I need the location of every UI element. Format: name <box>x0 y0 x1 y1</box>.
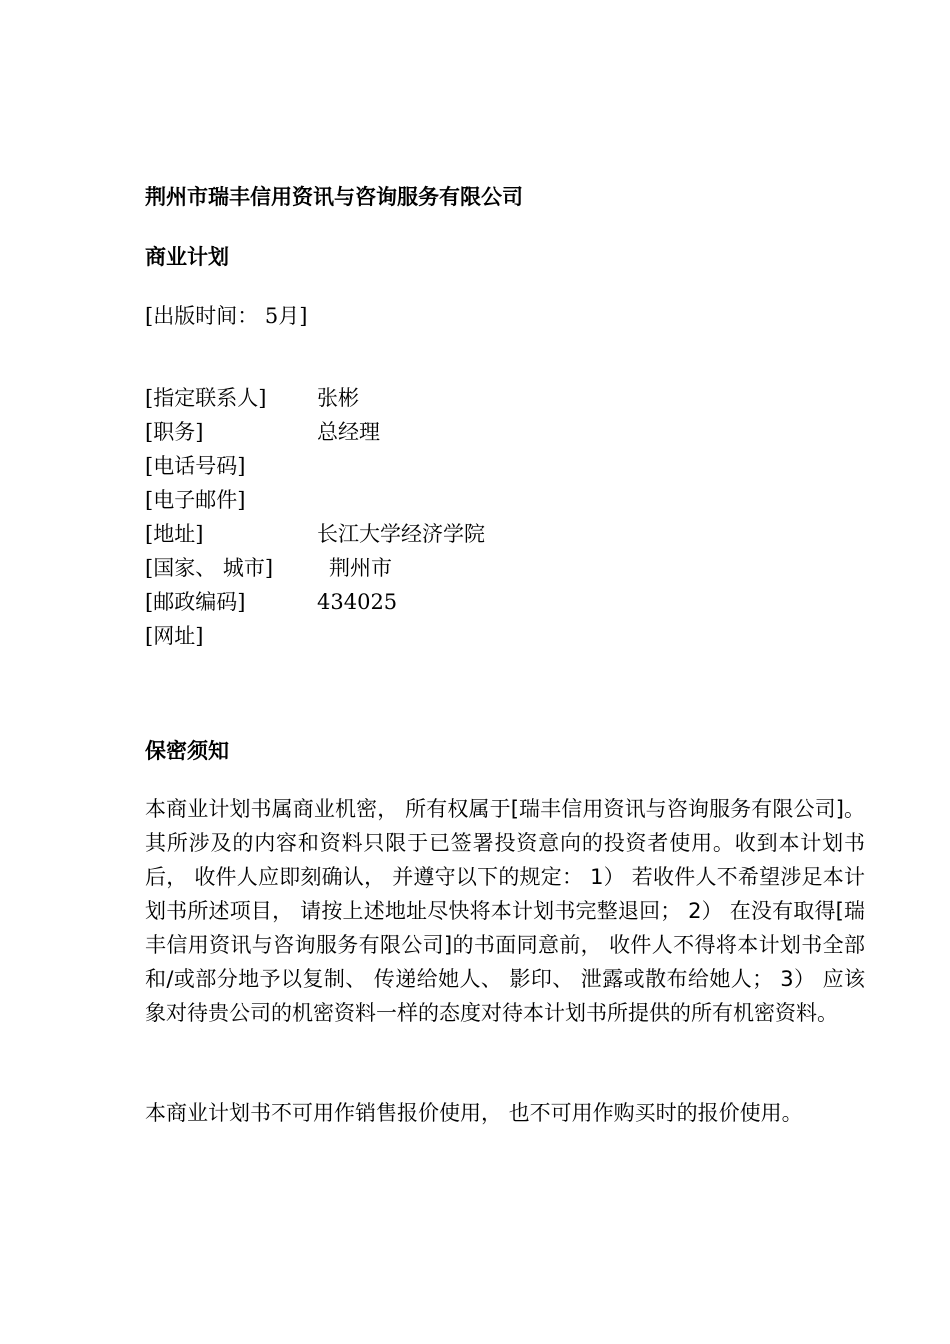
contact-info-block <box>145 384 845 656</box>
contact-value: 434025 <box>317 590 398 614</box>
document-title: 商业计划 <box>145 245 229 269</box>
contact-row-contact-person <box>145 384 845 418</box>
publish-time: [出版时间： 5月] <box>145 304 308 328</box>
contact-value: 长江大学经济学院 <box>317 522 485 546</box>
contact-label: [地址] <box>145 522 204 546</box>
confidentiality-paragraph: 本商业计划书属商业机密， 所有权属于[瑞丰信用资讯与咨询服务有限公司]。其所涉及的内容和资料只限于已签署投资意向的投资者使用。收到本计划书后， 收件人应即刻确认， 并遵守以下的规定： 1） 若收件人不希望涉足本计划书所述项目， 请按上述地址尽快将本计划书完整退回； 2） 在没有取得[瑞丰信用资讯与咨询服务有限公司]的书面同意前， 收件人不得将本计划书全部和/或部分地予以复制、 传递给她人、 影印、 泄露或散布给她人； 3） 应该象对待贵公司的机密资料一样的态度对待本计划书所提供的所有机密资料。 <box>145 797 865 1025</box>
contact-row-website <box>145 622 845 656</box>
contact-row-phone <box>145 452 845 486</box>
contact-row-address <box>145 520 845 554</box>
contact-label: [邮政编码] <box>145 590 246 614</box>
contact-value: 总经理 <box>317 420 380 444</box>
contact-row-postal-code <box>145 588 845 622</box>
contact-row-country-city <box>145 554 845 588</box>
contact-label: [电子邮件] <box>145 488 246 512</box>
confidentiality-heading: 保密须知 <box>145 739 229 763</box>
contact-value: 荆州市 <box>329 556 392 580</box>
contact-label: [指定联系人] <box>145 386 267 410</box>
usage-restriction-paragraph: 本商业计划书不可用作销售报价使用， 也不可用作购买时的报价使用。 <box>145 1101 803 1125</box>
contact-value: 张彬 <box>317 386 359 410</box>
company-name-heading: 荆州市瑞丰信用资讯与咨询服务有限公司 <box>145 185 523 209</box>
contact-label: [国家、 城市] <box>145 556 274 580</box>
contact-label: [网址] <box>145 624 204 648</box>
contact-label: [职务] <box>145 420 204 444</box>
contact-row-email <box>145 486 845 520</box>
contact-row-position <box>145 418 845 452</box>
contact-label: [电话号码] <box>145 454 246 478</box>
